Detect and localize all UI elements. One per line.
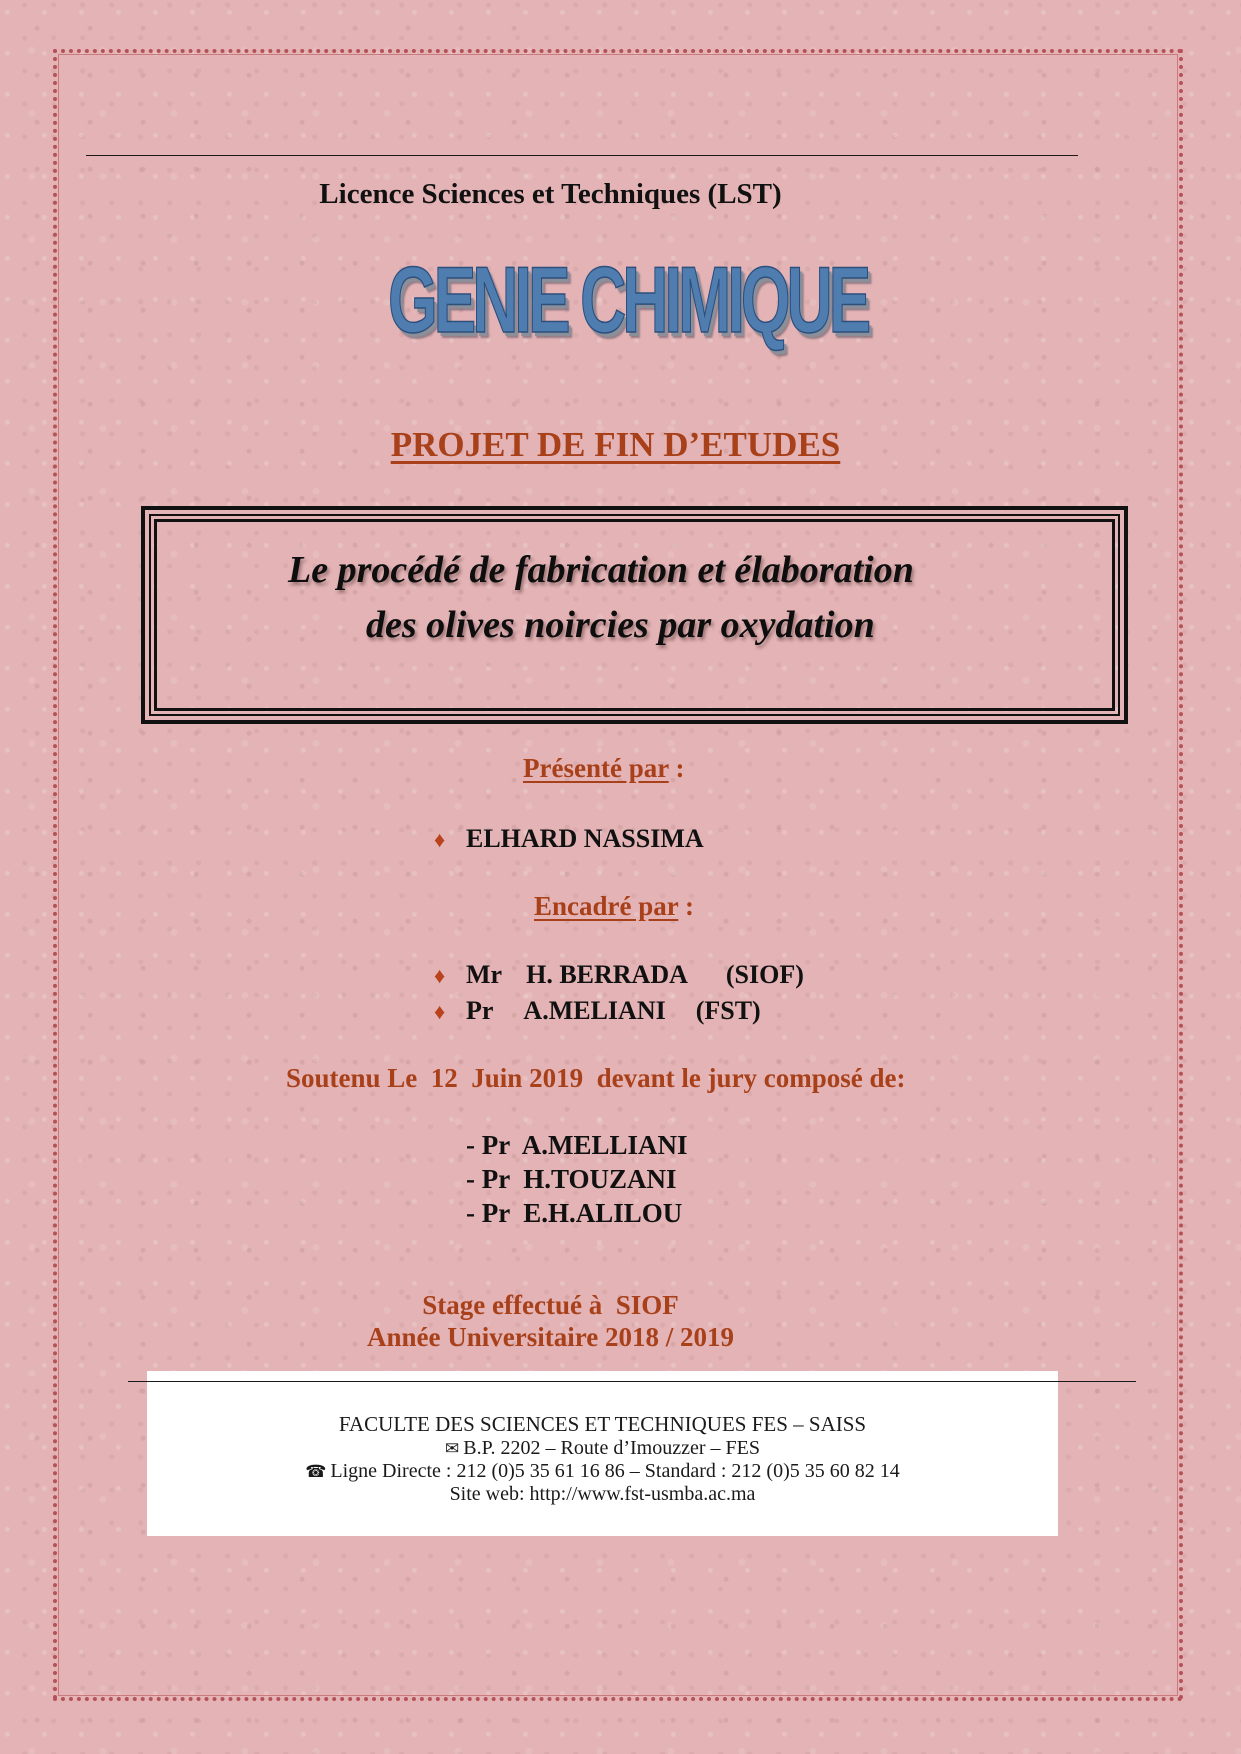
academic-year: Année Universitaire 2018 / 2019 — [367, 1322, 734, 1352]
presented-by-colon: : — [668, 753, 685, 783]
faculty-website: Site web: http://www.fst-usmba.ac.ma — [449, 1483, 756, 1505]
top-rule — [86, 155, 1078, 156]
program-title: Licence Sciences et Techniques (LST) — [319, 178, 782, 210]
faculty-name: FACULTE DES SCIENCES ET TECHNIQUES FES – SAISS — [338, 1412, 867, 1436]
supervisor-org: (FST) — [695, 996, 761, 1025]
diamond-bullet-icon: ♦ — [434, 827, 446, 852]
student-name-text: ELHARD NASSIMA — [466, 824, 704, 853]
supervisor-title: Pr — [466, 996, 494, 1025]
defense-statement: Soutenu Le 12 Juin 2019 devant le jury composé de: — [286, 1063, 906, 1093]
supervised-by-text: Encadré par — [534, 891, 679, 921]
supervisor-item — [434, 996, 761, 1026]
supervisor-name: H. BERRADA — [526, 960, 688, 989]
student-name — [434, 824, 704, 854]
jury-member: - Pr H.TOUZANI — [466, 1164, 677, 1194]
diamond-bullet-icon: ♦ — [434, 963, 446, 988]
presented-by-text: Présenté par — [523, 753, 669, 783]
internship-place: Stage effectué à SIOF — [422, 1290, 679, 1320]
jury-member: - Pr A.MELLIANI — [466, 1130, 688, 1160]
supervisor-org: (SIOF) — [725, 960, 804, 989]
jury-member: - Pr E.H.ALILOU — [466, 1198, 683, 1228]
presented-by-label — [523, 753, 684, 784]
diamond-bullet-icon: ♦ — [434, 999, 446, 1024]
faculty-address-text: B.P. 2202 – Route d’Imouzzer – FES — [463, 1437, 760, 1459]
project-heading: PROJET DE FIN D’ETUDES — [390, 425, 841, 464]
footer-rule — [128, 1381, 1136, 1382]
faculty-address — [147, 1437, 1058, 1460]
supervisor-name: A.MELIANI — [523, 996, 666, 1025]
project-title-line-1: Le procédé de fabrication et élaboration — [288, 549, 914, 591]
faculty-footer — [147, 1371, 1058, 1536]
faculty-phone-text: Ligne Directe : 212 (0)5 35 61 16 86 – Standard : 212 (0)5 35 60 82 14 — [330, 1460, 900, 1482]
department-wordart: GENIE CHIMIQUE — [388, 247, 868, 352]
supervisor-title: Mr — [466, 960, 503, 989]
supervised-by-colon: : — [678, 891, 695, 921]
mailbox-icon: ✉ — [445, 1439, 460, 1458]
faculty-phone — [147, 1460, 1058, 1483]
project-title-line-2: des olives noircies par oxydation — [366, 604, 875, 646]
telephone-icon: ☎ — [305, 1462, 327, 1481]
supervisor-item — [434, 960, 804, 990]
supervised-by-label — [534, 891, 694, 922]
